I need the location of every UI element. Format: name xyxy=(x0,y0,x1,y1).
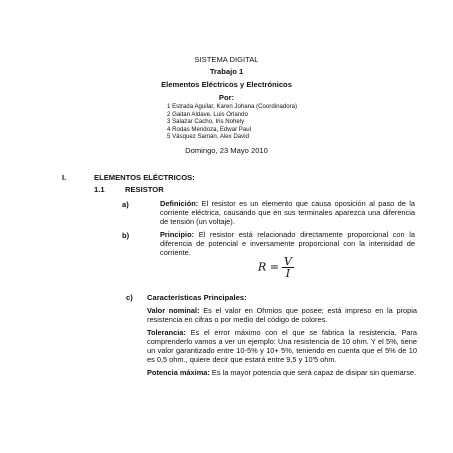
item-b-marker: b) xyxy=(122,231,130,240)
item-a-marker: a) xyxy=(122,200,129,209)
author-item: 5 Vásquez Samán, Alex David xyxy=(167,133,249,141)
principle-paragraph xyxy=(160,231,415,258)
formula-lhs: R = xyxy=(258,260,279,274)
max-power-text: Es la mayor potencia que será capaz de disipar sin quemarse. xyxy=(209,368,417,377)
subsection-number: 1.1 xyxy=(94,185,105,194)
author-item: 1 Estrada Aguilar, Karen Johana (Coordinadora) xyxy=(167,103,298,110)
definition-label: Definición: xyxy=(160,199,199,208)
max-power-label: Potencia máxima: xyxy=(147,368,210,377)
definition-text: El resistor es un elemento que causa oposición al paso de la corriente eléctrica, causando que en sus terminales aparezca una diferencia de tensión (un voltaje). xyxy=(160,199,415,226)
principle-label: Principio: xyxy=(160,230,195,239)
item-c-marker: c) xyxy=(126,293,133,302)
nominal-value-label: Valor nominal: xyxy=(147,306,200,315)
author-item: 4 Rodas Mendoza, Edwar Paul xyxy=(167,125,252,133)
section-title: ELEMENTOS ELÉCTRICOS: xyxy=(94,173,195,182)
formula-fraction xyxy=(282,256,294,279)
tolerance-paragraph xyxy=(147,329,417,365)
author-item: 2 Gaitan Aldave, Luis Orlando xyxy=(167,110,248,118)
author-item: 3 Salazar Cacho, Iris Nohely xyxy=(167,118,245,126)
max-power-paragraph xyxy=(147,369,417,378)
formula-denominator: I xyxy=(285,267,291,280)
characteristics-heading: Características Principales: xyxy=(147,293,247,302)
formula-numerator: V xyxy=(284,255,292,268)
section-number: I. xyxy=(62,173,67,182)
definition-paragraph xyxy=(160,200,415,227)
document-date: Domingo, 23 Mayo 2010 xyxy=(185,146,268,155)
subsection-title: RESISTOR xyxy=(125,185,164,194)
by-label: Por: xyxy=(218,93,235,102)
system-title: SISTEMA DIGITAL xyxy=(194,55,259,64)
authors-list xyxy=(167,103,297,141)
principle-text: El resistor está relacionado directamente proporcional con la diferencia de potencial e inversamente proporcional con la intensidad de corriente. xyxy=(160,230,415,257)
ohm-law-formula xyxy=(258,256,294,279)
tolerance-label: Tolerancia: xyxy=(147,328,186,337)
nominal-value-text: Es el valor en Ohmios que posee; está impreso en la propia resistencia en cifras o por medio del código de colores. xyxy=(147,306,417,324)
nominal-value-paragraph xyxy=(147,307,417,325)
tolerance-text: Es el error máximo con el que se fabrica la resistencia. Para comprenderlo vamos a ver un ejemplo: Una resistencia de 10 ohm. Y el 5%, tiene un valor garantizado entre 10-5% y 10+ 5%, teniendo en cuenta que el 5% de 10 es 0,5 ohm., quiere decir que estará entre 9,5 y 10'5 ohm. xyxy=(147,328,417,364)
work-title: Trabajo 1 xyxy=(209,67,244,76)
subject-title: Elementos Eléctricos y Electrónicos xyxy=(161,80,292,89)
